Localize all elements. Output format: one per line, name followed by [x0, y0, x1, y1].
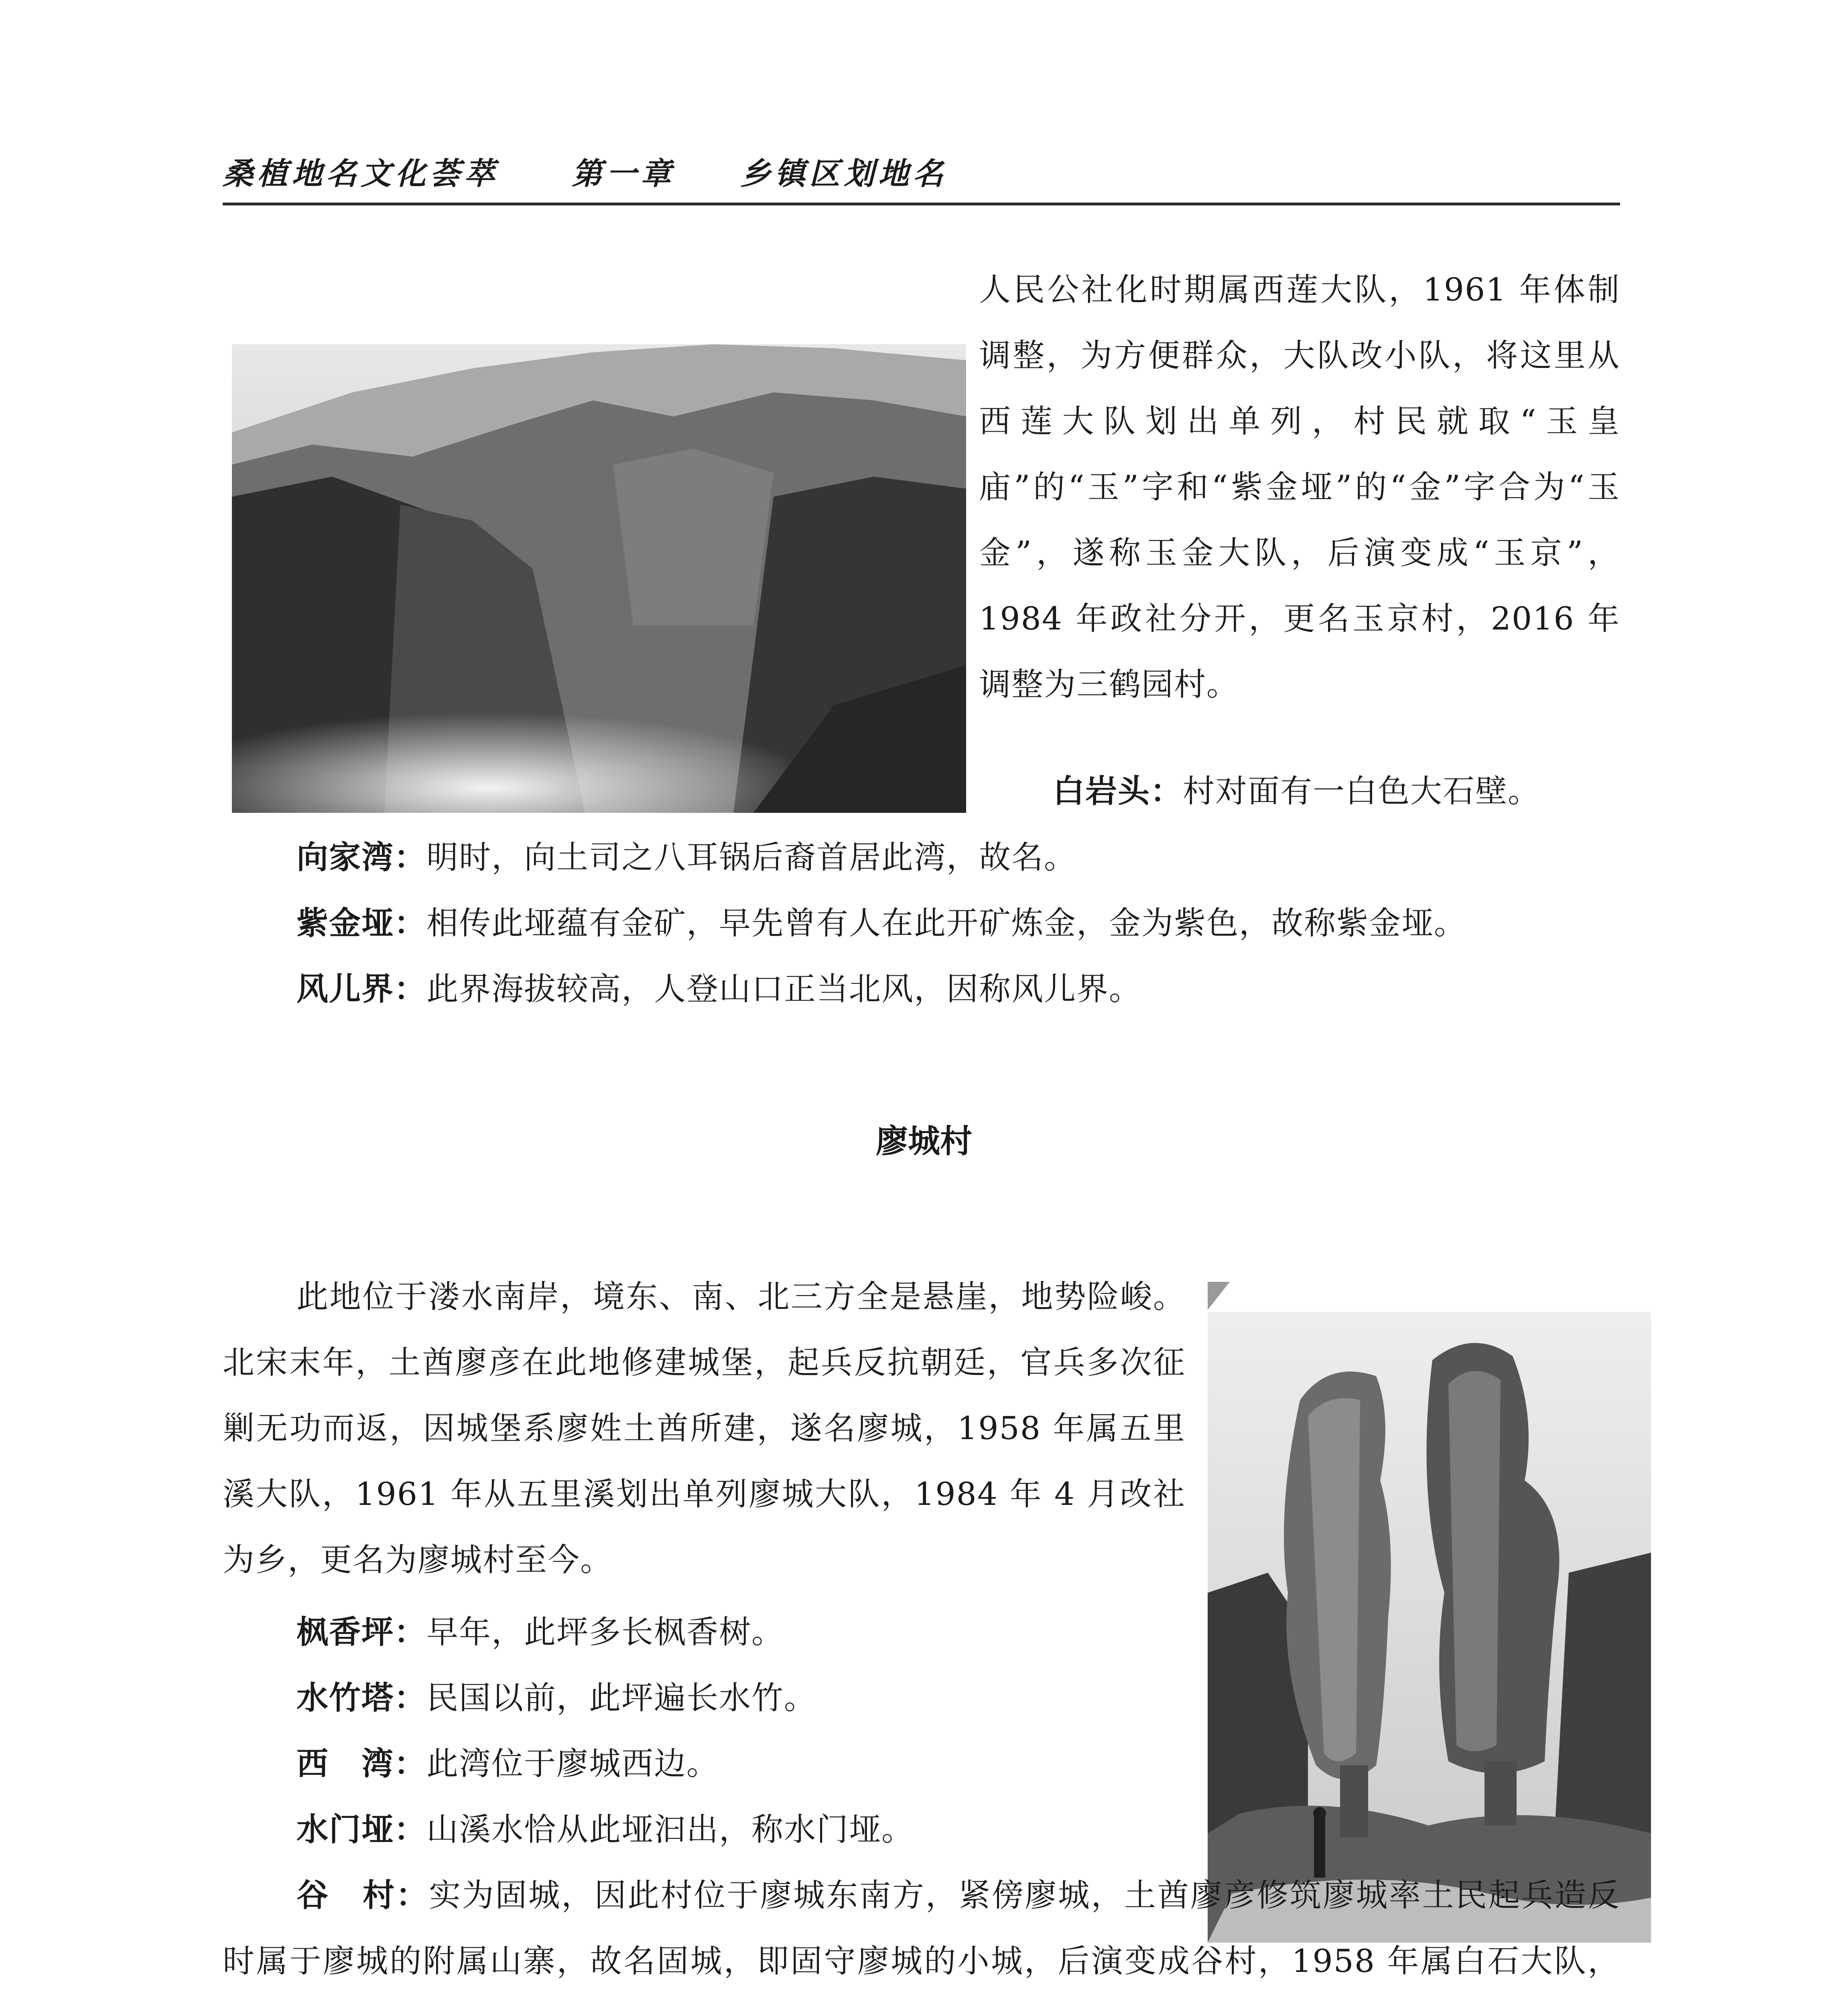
entry-text: 实为固城，因此村位于廖城东南方，紧傍廖城，土酋廖彦修筑廖城率土民起兵造反时属于廖城的附属山寨，故名固城，即固守廖城的小城，后演变成谷村，1958 年属白石大队，	[223, 1877, 1621, 1980]
section-title: 廖城村	[876, 1123, 972, 1160]
header-chapter: 第一章	[572, 156, 675, 191]
entry-shuimenya	[223, 1797, 1186, 1862]
entry-term: 白岩头：	[1053, 773, 1183, 810]
entry-xiangjiawan	[223, 824, 1620, 890]
entry-term: 谷 村：	[296, 1877, 429, 1914]
header-rule	[223, 203, 1620, 205]
header-chapter-title: 乡镇区划地名	[740, 156, 947, 191]
entry-term: 水门垭：	[296, 1811, 426, 1848]
photo-corner-mark	[1208, 1282, 1230, 1310]
entry-text: 村对面有一白色大石壁。	[1183, 773, 1540, 810]
entry-text: 山溪水恰从此垭汩出，称水门垭。	[426, 1811, 914, 1848]
header-book-title: 桑植地名文化荟萃	[223, 156, 499, 191]
entry-zijinya	[223, 890, 1620, 956]
entry-text: 此界海拔较高，人登山口正当北风，因称风儿界。	[426, 971, 1141, 1007]
entry-gucun	[223, 1862, 1620, 2006]
entry-text: 早年，此坪多长枫香树。	[426, 1614, 784, 1651]
entry-text: 相传此垭蕴有金矿，早先曾有人在此开矿炼金，金为紫色，故称紫金垭。	[426, 905, 1466, 942]
section-paragraph	[223, 1264, 1186, 1593]
canyon-photo	[232, 344, 966, 813]
section-paragraph-text: 此地位于溇水南岸，境东、南、北三方全是悬崖，地势险峻。北宋末年，土酋廖彦在此地修建城堡，起兵反抗朝廷，官兵多次征剿无功而返，因城堡系廖姓土酋所建，遂名廖城，1958 年属五里溪大队，1961 年从五里溪划出单列廖城大队，1984 年 4 月改社为乡，更名为廖城村至今。	[223, 1278, 1186, 1578]
entry-text: 此湾位于廖城西边。	[426, 1745, 719, 1782]
entry-term: 风儿界：	[296, 971, 426, 1007]
entry-shuizhuta	[223, 1665, 1186, 1731]
entry-xiwan	[223, 1731, 1186, 1797]
entry-text: 明时，向土司之八耳锅后裔首居此湾，故名。	[426, 839, 1076, 876]
entry-term: 紫金垭：	[296, 905, 426, 942]
rock-pillars-photo	[1208, 1312, 1651, 1943]
entry-term: 向家湾：	[296, 839, 426, 876]
entry-fengxiangping	[223, 1599, 1186, 1665]
entry-text: 民国以前，此坪遍长水竹。	[426, 1679, 816, 1716]
entry-term: 西 湾：	[296, 1745, 426, 1782]
entry-fengerjie	[223, 956, 1620, 1022]
entry-term: 水竹塔：	[296, 1679, 426, 1716]
entry-baiyantou	[979, 758, 1620, 824]
top-paragraph-text: 人民公社化时期属西莲大队，1961 年体制调整，为方便群众，大队改小队，将这里从西莲大队划出单列，村民就取“玉皇庙”的“玉”字和“紫金垭”的“金”字合为“玉金”，遂称玉金大队，后演变成“玉京”，1984 年政社分开，更名玉京村，2016 年调整为三鹤园村。	[979, 271, 1620, 703]
entry-term: 枫香坪：	[296, 1614, 426, 1651]
top-paragraph	[979, 257, 1620, 717]
